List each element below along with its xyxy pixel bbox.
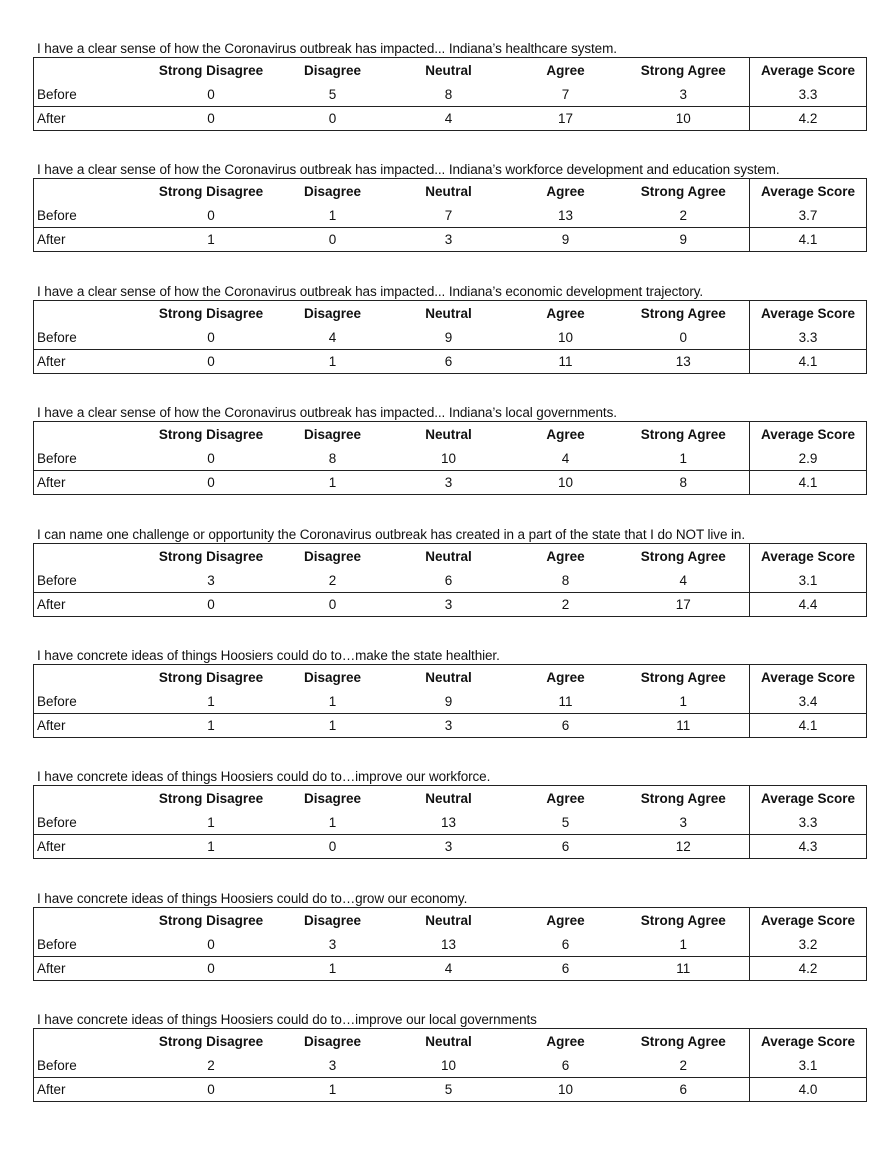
cell-average-score: 4.2 [750, 107, 867, 131]
cell-average-score: 3.7 [750, 204, 867, 228]
question-text: I have concrete ideas of things Hoosiers could do to…improve our workforce. [37, 769, 491, 785]
header-row [34, 665, 867, 691]
cell-disagree: 1 [282, 471, 384, 495]
cell-agree: 9 [514, 228, 618, 252]
header-agree: Agree [546, 670, 585, 685]
header-disagree: Disagree [303, 1034, 362, 1050]
cell-agree: 6 [561, 936, 570, 952]
row-label: After [34, 956, 141, 980]
before-row [34, 326, 867, 350]
cell-disagree: 0 [282, 592, 384, 616]
question-text: I have a clear sense of how the Coronavirus outbreak has impacted... Indiana’s workforce development and education system. [37, 162, 780, 178]
header-strong-disagree: Strong Disagree [158, 791, 264, 807]
cell-strong-agree: 4 [679, 572, 687, 588]
header-blank [34, 543, 141, 569]
cell-average-score: 3.2 [750, 933, 867, 957]
cell-average-score: 3.4 [750, 690, 867, 714]
header-strong-agree: Strong Agree [640, 912, 726, 928]
cell-average-score: 4.1 [750, 349, 867, 373]
cell-agree: 10 [514, 471, 618, 495]
after-row [34, 592, 867, 616]
header-strong-disagree: Strong Disagree [158, 1034, 264, 1050]
header-disagree: Disagree [303, 305, 362, 321]
row-label: Before [37, 694, 77, 709]
header-strong-disagree: Strong Disagree [158, 427, 264, 443]
cell-average-score: 4.1 [750, 471, 867, 495]
cell-disagree: 1 [328, 694, 337, 709]
cell-agree: 13 [557, 208, 574, 224]
cell-average-score: 4.0 [750, 1078, 867, 1102]
cell-strong-agree: 1 [679, 936, 687, 952]
cell-strong-agree: 13 [618, 349, 750, 373]
cell-neutral: 13 [440, 815, 457, 831]
row-label: After [34, 835, 141, 859]
cell-agree: 5 [561, 815, 570, 831]
after-row [34, 835, 867, 859]
cell-disagree: 1 [282, 956, 384, 980]
header-neutral: Neutral [425, 305, 472, 321]
cell-disagree: 0 [282, 835, 384, 859]
cell-strong-agree: 0 [679, 329, 687, 345]
cell-strong-disagree: 2 [207, 1058, 215, 1074]
survey-question-block [33, 648, 866, 738]
cell-disagree: 0 [282, 107, 384, 131]
cell-disagree: 5 [328, 87, 337, 102]
cell-strong-disagree: 1 [141, 228, 282, 252]
cell-neutral: 5 [384, 1078, 514, 1102]
row-label: After [34, 714, 141, 738]
cell-neutral: 4 [384, 956, 514, 980]
cell-strong-disagree: 0 [141, 956, 282, 980]
cell-disagree: 8 [328, 451, 337, 467]
cell-agree: 8 [561, 572, 570, 588]
header-strong-agree: Strong Agree [640, 184, 726, 200]
header-neutral: Neutral [425, 791, 472, 807]
row-label: Before [37, 87, 77, 102]
cell-neutral: 10 [440, 451, 457, 467]
cell-neutral: 3 [384, 228, 514, 252]
response-table [33, 664, 867, 738]
header-strong-agree: Strong Agree [640, 427, 726, 443]
cell-agree: 6 [561, 1058, 570, 1074]
cell-average-score: 3.3 [750, 83, 867, 107]
header-strong-agree: Strong Agree [640, 63, 726, 78]
header-row [34, 543, 867, 569]
header-strong-disagree: Strong Disagree [158, 184, 264, 200]
row-label: Before [37, 815, 77, 831]
cell-strong-agree: 17 [618, 592, 750, 616]
header-neutral: Neutral [425, 670, 472, 685]
cell-neutral: 9 [444, 694, 453, 709]
cell-strong-disagree: 0 [141, 1078, 282, 1102]
after-row [34, 1078, 867, 1102]
header-average-score: Average Score [750, 907, 867, 933]
cell-strong-agree: 10 [618, 107, 750, 131]
cell-average-score: 4.4 [750, 592, 867, 616]
row-label: After [34, 1078, 141, 1102]
cell-strong-agree: 2 [679, 208, 687, 224]
response-table [33, 543, 867, 617]
row-label: After [34, 228, 141, 252]
header-disagree: Disagree [303, 670, 362, 685]
row-label: After [34, 107, 141, 131]
cell-strong-disagree: 1 [141, 714, 282, 738]
cell-strong-disagree: 1 [207, 815, 215, 831]
before-row [34, 811, 867, 835]
cell-agree: 7 [561, 87, 570, 102]
cell-strong-disagree: 1 [207, 694, 215, 709]
question-text: I have concrete ideas of things Hoosiers could do to…improve our local governments [37, 1012, 537, 1028]
cell-strong-disagree: 0 [141, 471, 282, 495]
cell-neutral: 9 [444, 329, 453, 345]
cell-average-score: 4.1 [750, 228, 867, 252]
header-neutral: Neutral [425, 548, 472, 564]
cell-agree: 4 [561, 451, 570, 467]
header-disagree: Disagree [303, 791, 362, 807]
cell-neutral: 3 [384, 471, 514, 495]
question-text: I have a clear sense of how the Coronavirus outbreak has impacted... Indiana’s economic development trajectory. [37, 283, 704, 299]
cell-average-score: 4.2 [750, 956, 867, 980]
response-table [33, 178, 867, 252]
before-row [34, 1054, 867, 1078]
header-blank [34, 907, 141, 933]
cell-disagree: 1 [328, 208, 337, 224]
header-neutral: Neutral [425, 427, 472, 443]
header-strong-agree: Strong Agree [640, 670, 726, 685]
survey-question-block [33, 891, 866, 981]
header-average-score: Average Score [750, 58, 867, 84]
survey-question-block [33, 284, 866, 374]
survey-question-block [33, 41, 866, 131]
header-row [34, 786, 867, 812]
cell-neutral: 4 [384, 107, 514, 131]
survey-question-block [33, 1012, 866, 1102]
cell-disagree: 1 [282, 1078, 384, 1102]
question-text: I can name one challenge or opportunity the Coronavirus outbreak has created in a part of the state that I do NOT live in. [37, 526, 745, 542]
survey-question-block [33, 527, 866, 617]
cell-strong-agree: 12 [618, 835, 750, 859]
before-row [34, 447, 867, 471]
row-label: Before [37, 208, 77, 224]
cell-strong-agree: 6 [618, 1078, 750, 1102]
cell-neutral: 8 [444, 87, 453, 102]
survey-question-block [33, 405, 866, 495]
cell-disagree: 2 [328, 572, 337, 588]
header-average-score: Average Score [750, 300, 867, 326]
cell-strong-disagree: 0 [207, 936, 215, 952]
header-row [34, 58, 867, 84]
cell-neutral: 10 [440, 1058, 457, 1074]
cell-agree: 2 [514, 592, 618, 616]
before-row [34, 933, 867, 957]
response-table [33, 785, 867, 859]
header-strong-agree: Strong Agree [640, 1034, 726, 1050]
response-table [33, 57, 867, 131]
header-strong-disagree: Strong Disagree [158, 670, 264, 685]
header-strong-agree: Strong Agree [640, 791, 726, 807]
after-row [34, 956, 867, 980]
header-agree: Agree [546, 548, 585, 564]
question-text: I have a clear sense of how the Coronavirus outbreak has impacted... Indiana’s local governments. [37, 405, 617, 421]
cell-neutral: 7 [444, 208, 453, 224]
header-agree: Agree [546, 1034, 585, 1050]
row-label: Before [37, 572, 77, 588]
header-disagree: Disagree [303, 548, 362, 564]
cell-average-score: 2.9 [750, 447, 867, 471]
cell-disagree: 1 [328, 815, 337, 831]
cell-neutral: 3 [384, 714, 514, 738]
cell-neutral: 6 [384, 349, 514, 373]
after-row [34, 714, 867, 738]
header-average-score: Average Score [750, 179, 867, 205]
after-row [34, 471, 867, 495]
before-row [34, 204, 867, 228]
header-disagree: Disagree [303, 63, 362, 78]
response-table [33, 1028, 867, 1102]
cell-average-score: 3.1 [750, 569, 867, 593]
after-row [34, 107, 867, 131]
header-blank [34, 300, 141, 326]
cell-agree: 11 [514, 349, 618, 373]
row-label: Before [37, 1058, 77, 1074]
before-row [34, 83, 867, 107]
header-average-score: Average Score [750, 786, 867, 812]
header-neutral: Neutral [425, 912, 472, 928]
header-neutral: Neutral [425, 63, 472, 78]
header-agree: Agree [546, 184, 585, 200]
cell-neutral: 3 [384, 592, 514, 616]
question-text: I have a clear sense of how the Coronavirus outbreak has impacted... Indiana’s healthcare system. [37, 41, 617, 56]
header-blank [34, 786, 141, 812]
cell-strong-agree: 3 [679, 87, 687, 102]
row-label: Before [37, 936, 77, 952]
question-text: I have concrete ideas of things Hoosiers could do to…grow our economy. [37, 890, 468, 906]
header-row [34, 907, 867, 933]
header-blank [34, 58, 141, 84]
cell-strong-agree: 3 [679, 815, 687, 831]
header-disagree: Disagree [303, 427, 362, 443]
cell-agree: 6 [514, 714, 618, 738]
header-blank [34, 179, 141, 205]
cell-strong-agree: 2 [679, 1058, 687, 1074]
header-row [34, 179, 867, 205]
header-strong-disagree: Strong Disagree [158, 305, 264, 321]
header-blank [34, 1029, 141, 1055]
cell-agree: 17 [514, 107, 618, 131]
cell-average-score: 3.3 [750, 811, 867, 835]
survey-question-block [33, 769, 866, 859]
cell-agree: 11 [558, 694, 573, 709]
row-label: After [34, 592, 141, 616]
header-row [34, 422, 867, 448]
cell-strong-disagree: 0 [141, 107, 282, 131]
cell-neutral: 3 [384, 835, 514, 859]
header-strong-disagree: Strong Disagree [158, 63, 264, 78]
cell-strong-agree: 1 [679, 694, 687, 709]
before-row [34, 569, 867, 593]
header-strong-disagree: Strong Disagree [158, 548, 264, 564]
cell-strong-disagree: 0 [207, 329, 215, 345]
cell-disagree: 1 [282, 349, 384, 373]
cell-agree: 6 [514, 956, 618, 980]
after-row [34, 228, 867, 252]
before-row [34, 690, 867, 714]
header-agree: Agree [546, 791, 585, 807]
cell-strong-disagree: 0 [141, 592, 282, 616]
survey-question-block [33, 162, 866, 252]
cell-agree: 10 [514, 1078, 618, 1102]
header-agree: Agree [546, 427, 585, 443]
cell-neutral: 13 [440, 936, 457, 952]
row-label: After [34, 471, 141, 495]
cell-neutral: 6 [444, 572, 453, 588]
header-agree: Agree [546, 63, 585, 78]
header-row [34, 300, 867, 326]
header-average-score: Average Score [750, 665, 867, 691]
after-row [34, 349, 867, 373]
header-average-score: Average Score [750, 543, 867, 569]
cell-disagree: 4 [328, 329, 337, 345]
header-average-score: Average Score [750, 422, 867, 448]
cell-strong-agree: 11 [618, 956, 750, 980]
header-strong-agree: Strong Agree [640, 305, 726, 321]
response-table [33, 907, 867, 981]
cell-strong-agree: 9 [618, 228, 750, 252]
cell-average-score: 4.3 [750, 835, 867, 859]
header-agree: Agree [546, 912, 585, 928]
header-blank [34, 665, 141, 691]
header-neutral: Neutral [425, 184, 472, 200]
cell-strong-disagree: 1 [141, 835, 282, 859]
cell-disagree: 3 [328, 936, 337, 952]
question-text: I have concrete ideas of things Hoosiers could do to…make the state healthier. [37, 648, 500, 663]
cell-disagree: 1 [282, 714, 384, 738]
cell-strong-disagree: 3 [207, 572, 215, 588]
header-disagree: Disagree [303, 912, 362, 928]
header-blank [34, 422, 141, 448]
header-neutral: Neutral [425, 1034, 472, 1050]
cell-average-score: 4.1 [750, 714, 867, 738]
header-disagree: Disagree [303, 184, 362, 200]
response-table [33, 300, 867, 374]
row-label: Before [37, 451, 77, 467]
cell-disagree: 3 [328, 1058, 337, 1074]
cell-strong-disagree: 0 [207, 87, 215, 102]
cell-strong-disagree: 0 [207, 208, 215, 224]
cell-strong-agree: 1 [679, 451, 687, 467]
cell-strong-disagree: 0 [207, 451, 215, 467]
header-strong-agree: Strong Agree [640, 548, 726, 564]
row-label: After [34, 349, 141, 373]
cell-strong-agree: 11 [618, 714, 750, 738]
cell-strong-agree: 8 [618, 471, 750, 495]
cell-disagree: 0 [282, 228, 384, 252]
cell-agree: 10 [557, 329, 574, 345]
header-strong-disagree: Strong Disagree [158, 912, 264, 928]
header-average-score: Average Score [750, 1029, 867, 1055]
header-row [34, 1029, 867, 1055]
header-agree: Agree [546, 305, 585, 321]
response-table [33, 421, 867, 495]
cell-agree: 6 [514, 835, 618, 859]
cell-average-score: 3.1 [750, 1054, 867, 1078]
cell-strong-disagree: 0 [141, 349, 282, 373]
cell-average-score: 3.3 [750, 326, 867, 350]
row-label: Before [37, 329, 77, 345]
